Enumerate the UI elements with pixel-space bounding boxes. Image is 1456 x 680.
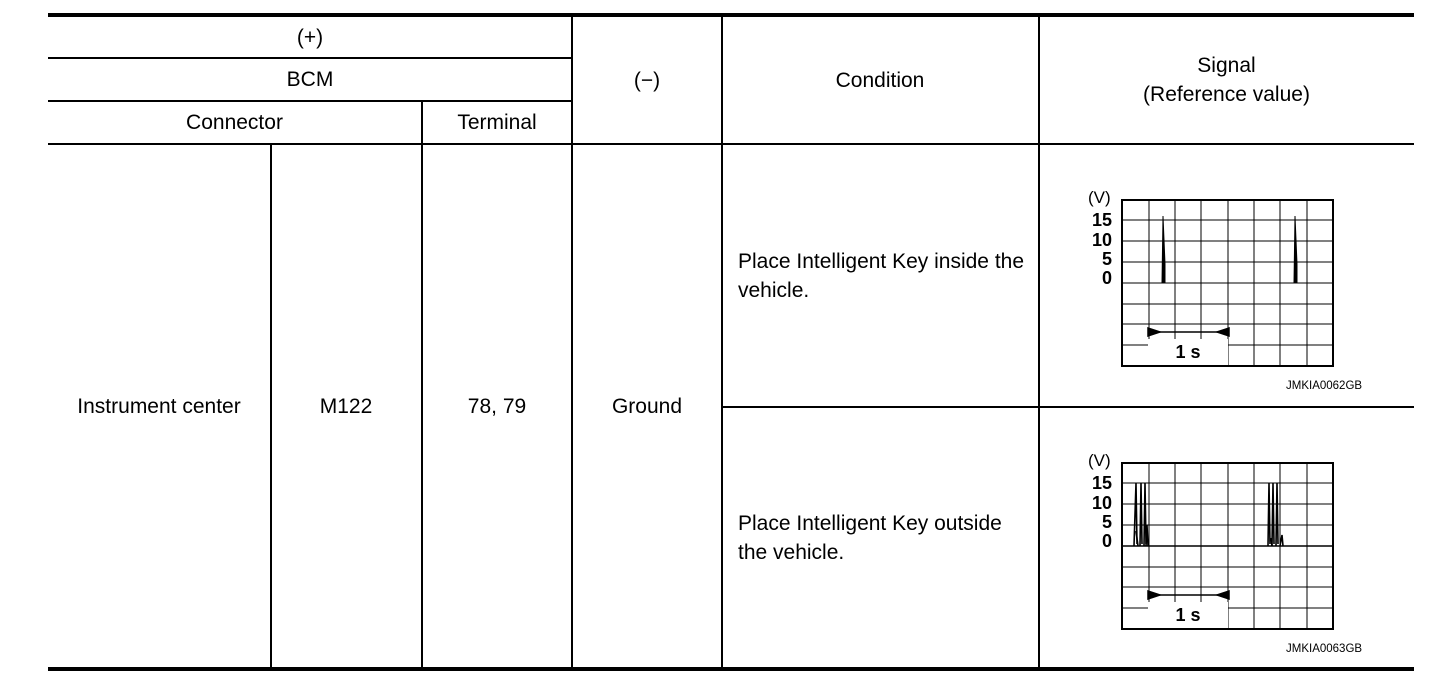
header-signal	[1039, 17, 1414, 143]
header-connector: Connector	[186, 110, 283, 134]
figure-code-inside: JMKIA0062GB	[1286, 380, 1363, 392]
waveform-outside-chart	[1086, 447, 1346, 633]
header-condition: Condition	[835, 68, 925, 92]
condition-inside: Place Intelligent Key inside the vehicle.	[738, 249, 1025, 302]
header-terminal: Terminal	[457, 110, 537, 134]
time-arrow	[1148, 328, 1229, 336]
connector-number: M122	[319, 394, 373, 418]
volt-unit-label: (V)	[1088, 451, 1111, 470]
y-tick-5: 5	[1102, 512, 1113, 532]
table-bottom-rule	[48, 667, 1414, 671]
y-tick-10: 10	[1092, 493, 1113, 513]
volt-unit-label: (V)	[1088, 188, 1111, 207]
pulse-burst-2	[1268, 483, 1283, 546]
y-tick-15: 15	[1092, 210, 1113, 230]
time-scale-label: 1 s	[1175, 342, 1201, 362]
time-scale-label: 1 s	[1175, 605, 1201, 625]
connector-location: Instrument center	[77, 394, 241, 418]
time-arrow	[1148, 591, 1229, 599]
minus-ground: Ground	[611, 394, 683, 418]
waveform-inside-chart	[1086, 184, 1346, 370]
header-minus: (−)	[633, 68, 661, 92]
pulse-burst-1	[1134, 483, 1148, 546]
terminal-number: 78, 79	[467, 394, 527, 418]
pulse-2	[1294, 216, 1297, 283]
y-tick-15: 15	[1092, 473, 1113, 493]
pulse-1	[1162, 216, 1165, 283]
y-tick-10: 10	[1092, 230, 1113, 250]
header-module: BCM	[286, 68, 334, 91]
header-signal-line1: Signal	[1197, 54, 1256, 77]
header-plus: (+)	[296, 25, 324, 49]
figure-code-outside: JMKIA0063GB	[1286, 643, 1363, 655]
y-tick-0: 0	[1102, 268, 1113, 288]
y-tick-0: 0	[1102, 531, 1113, 551]
condition-outside: Place Intelligent Key outside the vehicle.	[738, 511, 1002, 564]
header-signal-line2: (Reference value)	[1143, 83, 1310, 106]
y-tick-5: 5	[1102, 249, 1113, 269]
